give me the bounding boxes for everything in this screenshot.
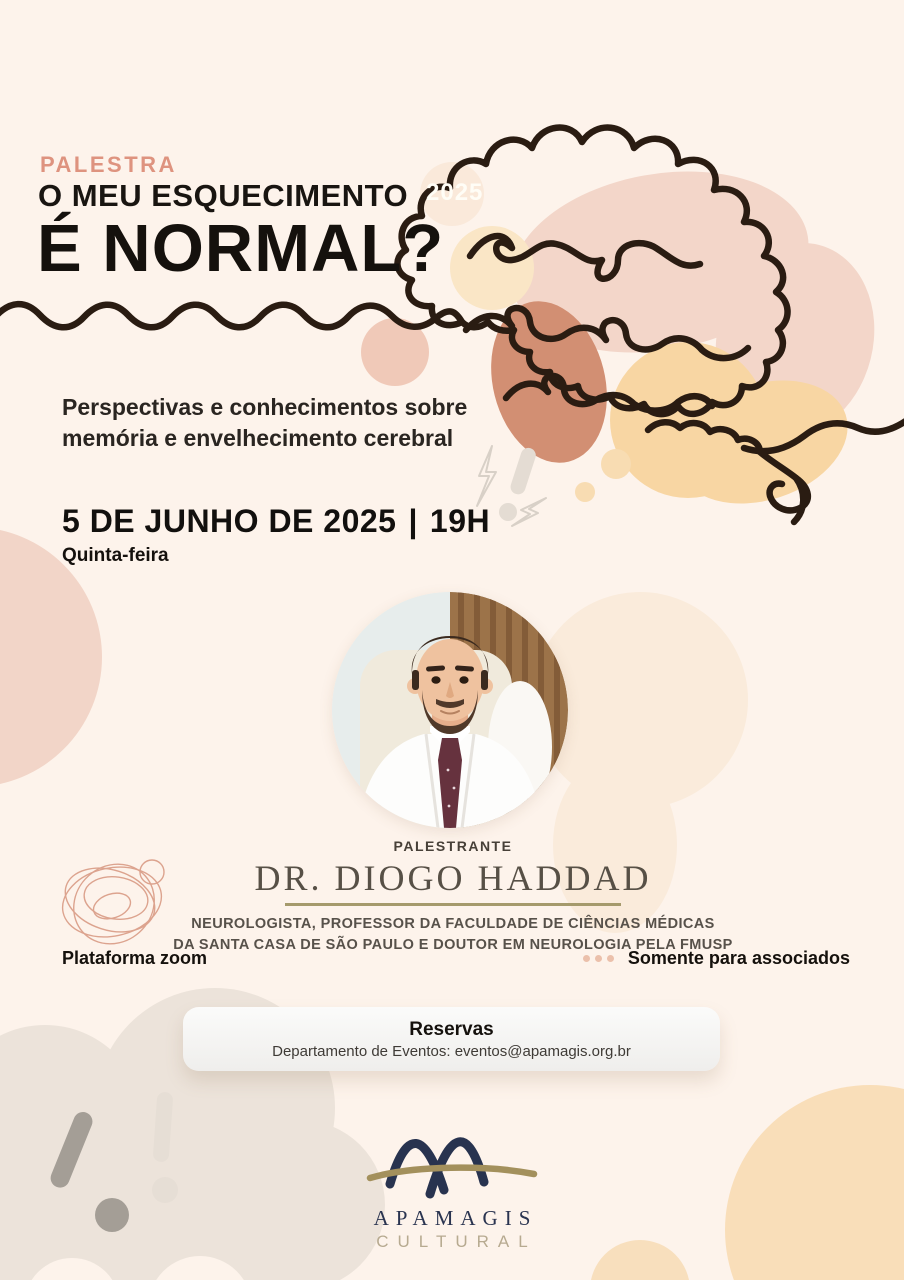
peach-blob <box>725 1085 904 1280</box>
peach-dot <box>601 449 631 479</box>
speaker-photo <box>332 592 568 828</box>
logo-division: CULTURAL <box>376 1232 537 1251</box>
date-text: 5 DE JUNHO DE 2025 <box>62 503 397 539</box>
event-date <box>62 503 490 540</box>
audience-label: Somente para associados <box>627 948 850 968</box>
subtitle-line2: memória e envelhecimento cerebral <box>62 425 454 451</box>
reservations-title: Reservas <box>409 1018 494 1040</box>
year-badge: 2025 <box>426 179 484 206</box>
speaker-credentials-line2: DA SANTA CASA DE SÃO PAULO E DOUTOR EM NEUROLOGIA PELA FMUSP <box>173 937 733 953</box>
dots-icon <box>583 955 614 962</box>
platform-label: Plataforma zoom <box>62 948 208 968</box>
speaker-info <box>75 838 831 956</box>
poster-title-line1: O MEU ESQUECIMENTO <box>38 178 409 213</box>
speaker-name: DR. DIOGO HADDAD <box>254 858 652 898</box>
reservations-card <box>183 1007 720 1071</box>
date-separator: | <box>408 503 418 539</box>
poster-title-line2: É NORMAL? <box>37 211 445 286</box>
peach-blob <box>590 1240 690 1280</box>
name-underline <box>285 903 621 906</box>
speaker-label: PALESTRANTE <box>393 838 513 854</box>
speaker-portrait-illustration <box>332 592 568 828</box>
weekday-label: Quinta-feira <box>62 545 169 566</box>
audience-row <box>583 948 850 969</box>
subtitle <box>62 392 467 454</box>
speaker-credentials-line1: NEUROLOGISTA, PROFESSOR DA FACULDADE DE CIÊNCIAS MÉDICAS <box>191 916 715 932</box>
logo-name: APAMAGIS <box>373 1206 538 1230</box>
peach-dot <box>575 482 595 502</box>
apamagis-logo-icon <box>366 1096 538 1206</box>
reservations-contact: Departamento de Eventos: eventos@apamagis.org.br <box>272 1042 631 1060</box>
eyebrow-label: PALESTRA <box>40 152 177 177</box>
time-text: 19H <box>429 503 491 539</box>
subtitle-line1: Perspectivas e conhecimentos sobre <box>62 394 468 420</box>
